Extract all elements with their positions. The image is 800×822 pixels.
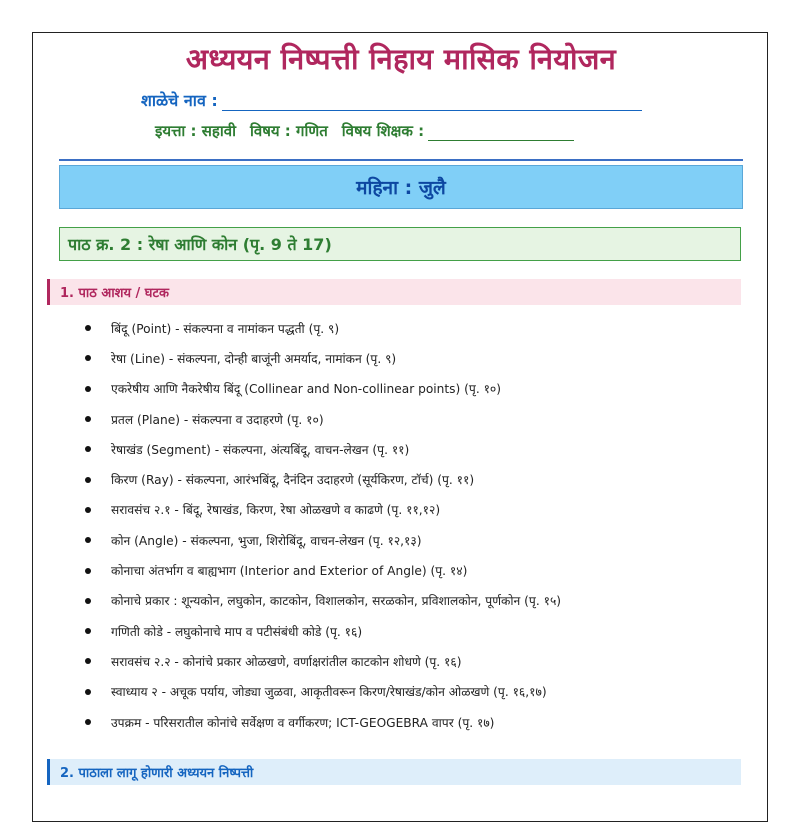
list-item: प्रतल (Plane) - संकल्पना व उदाहरणे (पृ. १०) xyxy=(85,404,745,434)
lesson-title: पाठ क्र. 2 : रेषा आणि कोन (पृ. 9 ते 17) xyxy=(68,235,332,254)
class-subject-row xyxy=(155,121,574,141)
content-topic-list xyxy=(85,313,745,737)
bullet-icon xyxy=(85,537,91,543)
month-banner xyxy=(59,165,743,209)
section-heading-outcomes: 2. पाठाला लागू होणारी अध्ययन निष्पत्ती xyxy=(47,759,741,785)
bullet-icon xyxy=(85,386,91,392)
list-item: किरण (Ray) - संकल्पना, आरंभबिंदू, दैनंदिन उदाहरणे (सूर्यकिरण, टॉर्च) (पृ. ११) xyxy=(85,464,745,494)
list-item: रेषा (Line) - संकल्पना, दोन्ही बाजूंनी अमर्याद, नामांकन (पृ. ९) xyxy=(85,343,745,373)
teacher-name-blank xyxy=(428,125,574,141)
list-item: रेषाखंड (Segment) - संकल्पना, अंत्यबिंदू, वाचन-लेखन (पृ. ११) xyxy=(85,434,745,464)
list-item: बिंदू (Point) - संकल्पना व नामांकन पद्धती (पृ. ९) xyxy=(85,313,745,343)
bullet-icon xyxy=(85,416,91,422)
list-item: एकरेषीय आणि नैकरेषीय बिंदू (Collinear and Non-collinear points) (पृ. १०) xyxy=(85,374,745,404)
class-label: इयत्ता : सहावी xyxy=(155,122,236,140)
school-name-blank xyxy=(222,94,642,111)
bullet-icon xyxy=(85,507,91,513)
list-item: गणिती कोडे - लघुकोनाचे माप व पटीसंबंधी कोडे (पृ. १६) xyxy=(85,616,745,646)
document-title: अध्ययन निष्पत्ती निहाय मासिक नियोजन xyxy=(185,42,617,76)
bullet-icon xyxy=(85,628,91,634)
bullet-icon xyxy=(85,658,91,664)
teacher-label: विषय शिक्षक : xyxy=(341,122,425,140)
bullet-icon xyxy=(85,477,91,483)
planning-document xyxy=(32,32,768,822)
header-divider xyxy=(59,159,743,161)
month-label: महिना : जुलै xyxy=(356,177,446,199)
list-item: कोनाचा अंतर्भाग व बाह्यभाग (Interior and Exterior of Angle) (पृ. १४) xyxy=(85,555,745,585)
bullet-icon xyxy=(85,568,91,574)
lesson-title-box xyxy=(59,227,741,261)
bullet-icon xyxy=(85,598,91,604)
bullet-icon xyxy=(85,689,91,695)
bullet-icon xyxy=(85,719,91,725)
list-item: सरावसंच २.१ - बिंदू, रेषाखंड, किरण, रेषा ओळखणे व काढणे (पृ. ११,१२) xyxy=(85,495,745,525)
list-item: उपक्रम - परिसरातील कोनांचे सर्वेक्षण व वर्गीकरण; ICT-GEOGEBRA वापर (पृ. १७) xyxy=(85,707,745,737)
list-item: स्वाध्याय २ - अचूक पर्याय, जोड्या जुळवा, आकृतीवरून किरण/रेषाखंड/कोन ओळखणे (पृ. १६,१७) xyxy=(85,677,745,707)
list-item: कोनाचे प्रकार : शून्यकोन, लघुकोन, काटकोन, विशालकोन, सरळकोन, प्रविशालकोन, पूर्णकोन (पृ. १५) xyxy=(85,586,745,616)
list-item: कोन (Angle) - संकल्पना, भुजा, शिरोबिंदू, वाचन-लेखन (पृ. १२,१३) xyxy=(85,525,745,555)
section-heading-content: 1. पाठ आशय / घटक xyxy=(47,279,741,305)
list-item: सरावसंच २.२ - कोनांचे प्रकार ओळखणे, वर्णाक्षरांतील काटकोन शोधणे (पृ. १६) xyxy=(85,646,745,676)
bullet-icon xyxy=(85,325,91,331)
subject-label: विषय : गणित xyxy=(249,122,328,140)
bullet-icon xyxy=(85,355,91,361)
school-name-label: शाळेचे नाव : xyxy=(141,91,218,110)
school-name-row xyxy=(141,89,642,111)
bullet-icon xyxy=(85,446,91,452)
